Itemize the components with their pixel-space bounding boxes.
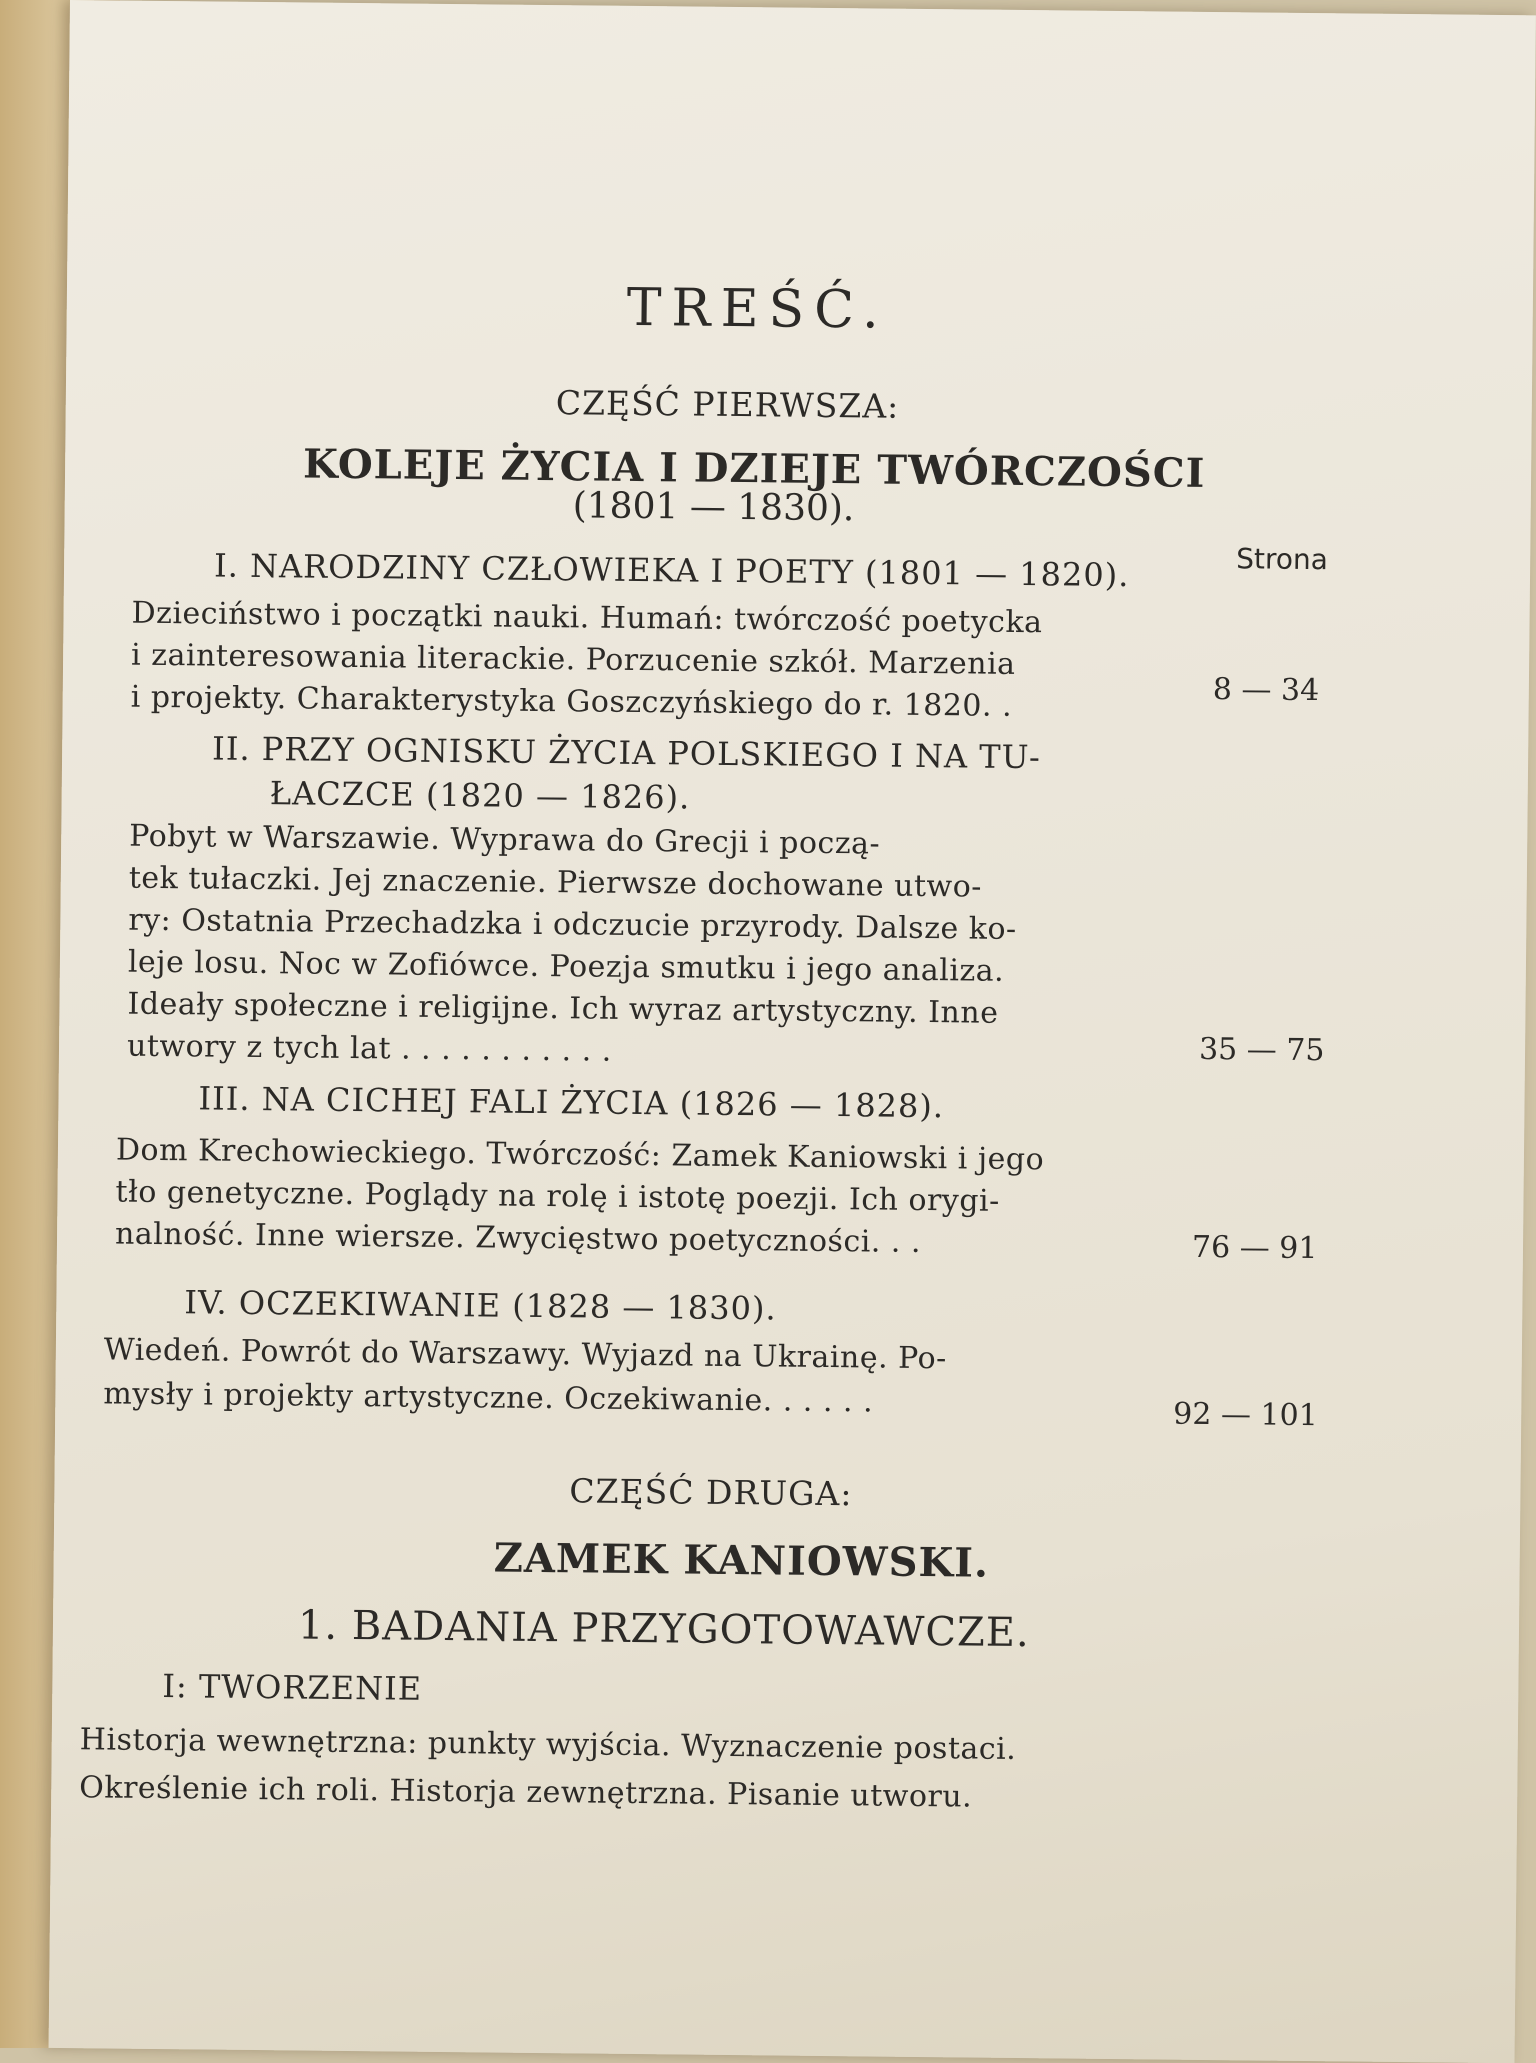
page-title: TREŚĆ. — [626, 277, 889, 341]
chapter-3-pages: 76 — 91 — [1191, 1229, 1318, 1267]
part2-heading: ZAMEK KANIOWSKI. — [493, 1534, 990, 1587]
chapter-2-pages: 35 — 75 — [1198, 1031, 1325, 1069]
chapter-1-title: I. NARODZINY CZŁOWIEKA I POETY (1801 — 1820). — [213, 546, 1130, 595]
chapter-2-line: Pobyt w Warszawie. Wyprawa do Grecji i począ- — [129, 818, 881, 862]
chapter-3-line: tło genetyczne. Poglądy na rolę i istotę poezji. Ich orygi- — [115, 1174, 1000, 1219]
chapter-3-line: nalność. Inne wiersze. Zwycięstwo poetyczności. . . — [114, 1216, 922, 1260]
chapter-1-pages: 8 — 34 — [1212, 672, 1320, 709]
part2-subsection: I: TWORZENIE — [162, 1667, 423, 1708]
part2-line: Określenie ich roli. Historja zewnętrzna. Pisanie utworu. — [79, 1770, 973, 1815]
chapter-1-line: Dzieciństwo i początki nauki. Humań: twórczość poetycka — [131, 595, 1043, 641]
part1-label: CZĘŚĆ PIERWSZA: — [555, 383, 900, 426]
chapter-2-line: tek tułaczki. Jej znaczenie. Pierwsze dochowane utwo- — [128, 860, 983, 905]
chapter-3-title: III. NA CICHEJ FALI ŻYCIA (1826 — 1828). — [198, 1079, 945, 1126]
chapter-2-title: II. PRZY OGNISKU ŻYCIA POLSKIEGO I NA TU- — [211, 729, 1042, 777]
chapter-2-line: leje losu. Noc w Zofiówce. Poezja smutku i jego analiza. — [127, 944, 1005, 989]
chapter-2-line: ry: Ostatnia Przechadzka i odczucie przyrody. Dalsze ko- — [128, 902, 1017, 947]
chapter-2-title-cont: ŁACZCE (1820 — 1826). — [269, 774, 691, 817]
part2-line: Historja wewnętrzna: punkty wyjścia. Wyznaczenie postaci. — [79, 1722, 1017, 1768]
part2-label: CZĘŚĆ DRUGA: — [569, 1471, 853, 1514]
chapter-4-pages: 92 — 101 — [1173, 1396, 1318, 1434]
part1-heading: KOLEJE ŻYCIA I DZIEJE TWÓRCZOŚCI — [302, 440, 1206, 497]
column-label-strona: Strona — [1236, 542, 1329, 577]
part1-years: (1801 — 1830). — [572, 485, 855, 530]
chapter-3-line: Dom Krechowieckiego. Twórczość: Zamek Kaniowski i jego — [115, 1132, 1045, 1178]
book-page — [49, 0, 1536, 2063]
chapter-1-line: i zainteresowania literackie. Porzucenie szkół. Marzenia — [130, 637, 1016, 682]
chapter-2-line: utwory z tych lat . . . . . . . . . . . — [126, 1028, 612, 1069]
chapter-2-line: Ideały społeczne i religijne. Ich wyraz artystyczny. Inne — [127, 986, 999, 1031]
chapter-4-title: IV. OCZEKIWANIE (1828 — 1830). — [184, 1283, 777, 1328]
chapter-4-line: Wiedeń. Powrót do Warszawy. Wyjazd na Ukrainę. Po- — [103, 1332, 947, 1377]
part2-section: 1. BADANIA PRZYGOTOWAWCZE. — [297, 1602, 1030, 1657]
chapter-1-line: i projekty. Charakterystyka Goszczyńskiego do r. 1820. . — [130, 679, 1013, 724]
chapter-4-line: mysły i projekty artystyczne. Oczekiwanie. . . . . . — [103, 1376, 874, 1420]
